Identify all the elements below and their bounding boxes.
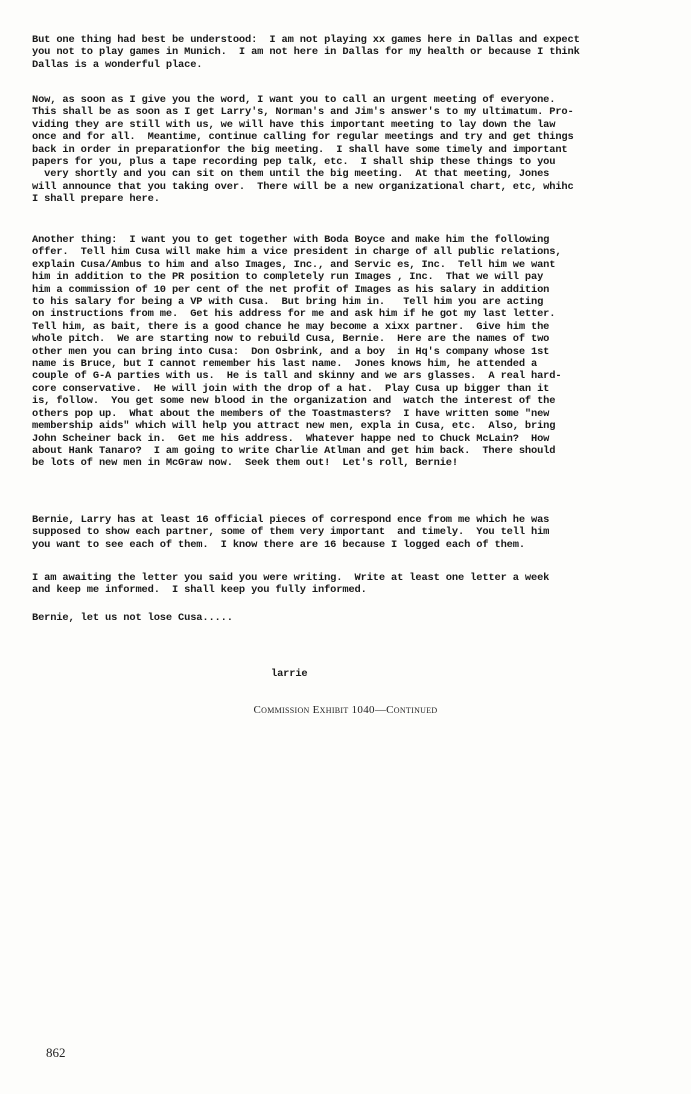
text-line: papers for you, plus a tape recording pep talk, etc. I shall ship these things to you [32,156,556,169]
text-line: you want to see each of them. I know there are 16 because I logged each of them. [32,538,525,551]
signature: larrie [271,668,308,680]
text-line: other men you can bring into Cusa: Don Osbrink, and a boy in Hq's company whose 1st [32,345,550,358]
text-line: and keep me informed. I shall keep you fully informed. [32,584,367,597]
text-line: be lots of new men in McGraw now. Seek them out! Let's roll, Bernie! [32,457,458,470]
text-line: very shortly and you can sit on them until the big meeting. At that meeting, Jones [32,168,550,181]
text-line: offer. Tell him Cusa will make him a vice president in charge of all public relations, [32,246,562,259]
text-line: whole pitch. We are starting now to rebuild Cusa, Bernie. Here are the names of two [32,333,550,346]
text-line: John Scheiner back in. Get me his address. Whatever happe ned to Chuck McLain? How [32,432,550,445]
text-line: on instructions from me. Get his address for me and ask him if he got my last letter. [32,308,556,321]
text-line: to his salary for being a VP with Cusa. But bring him in. Tell him you are acting [32,296,544,309]
text-line: others pop up. What about the members of the Toastmasters? I have written some "new [32,407,550,420]
text-line: This shall be as soon as I get Larry's, Norman's and Jim's answer's to my ultimatum. Pro- [32,106,574,119]
text-line: I shall prepare here. [32,193,160,206]
paragraph-3 [32,234,672,470]
text-line: once and for all. Meantime, continue calling for regular meetings and try and get things [32,131,574,144]
text-line: Bernie, let us not lose Cusa..... [32,612,233,624]
page-number: 862 [46,1045,66,1060]
text-line: you not to play games in Munich. I am not here in Dallas for my health or because I think [32,46,580,59]
text-line: core conservative. He will join with the drop of a hat. Play Cusa up bigger than it [32,382,550,395]
paragraph-1 [32,34,672,71]
paragraph-4 [32,514,672,551]
text-line: him a commission of 10 per cent of the net profit of Images as his salary in addition [32,283,550,296]
text-line: supposed to show each partner, some of them very important and timely. You tell him [32,526,550,539]
text-line: Bernie, Larry has at least 16 official pieces of correspond ence from me which he was [32,514,550,526]
text-line: about Hank Tanaro? I am going to write Charlie Atlman and get him back. There should [32,444,556,457]
text-line: will announce that you taking over. There will be a new organizational chart, etc, whihc [32,180,574,193]
text-line: membership aids" which will help you attract new men, expla in Cusa, etc. Also, bring [32,420,556,433]
paragraph-6 [32,612,672,624]
text-line: Tell him, as bait, there is a good chance he may become a xixx partner. Give him the [32,320,550,333]
text-line: name is Bruce, but I cannot remember his last name. Jones knows him, he attended a [32,358,538,371]
text-line: back in order in preparationfor the big meeting. I shall have some timely and important [32,143,568,156]
paragraph-2 [32,94,672,206]
text-line: explain Cusa/Ambus to him and also Images, Inc., and Servic es, Inc. Tell him we want [32,258,556,271]
paragraph-5 [32,572,672,597]
text-line: couple of G-A parties with us. He is tall and skinny and we ars glasses. A real hard- [32,370,562,383]
text-line: is, follow. You get some new blood in the organization and watch the interest of the [32,395,556,408]
text-line: Another thing: I want you to get together with Boda Boyce and make him the following [32,234,550,246]
text-line: Now, as soon as I give you the word, I want you to call an urgent meeting of everyone. [32,94,556,106]
text-line: Dallas is a wonderful place. [32,58,203,71]
text-line: I am awaiting the letter you said you were writing. Write at least one letter a week [32,572,550,584]
text-line: viding they are still with us, we will have this important meeting to lay down the law [32,118,556,131]
text-line: But one thing had best be understood: I am not playing xx games here in Dallas and expect [32,34,580,46]
exhibit-caption: Commission Exhibit 1040—Continued [253,704,438,716]
text-line: him in addition to the PR position to completely run Images , Inc. That we will pay [32,271,544,284]
